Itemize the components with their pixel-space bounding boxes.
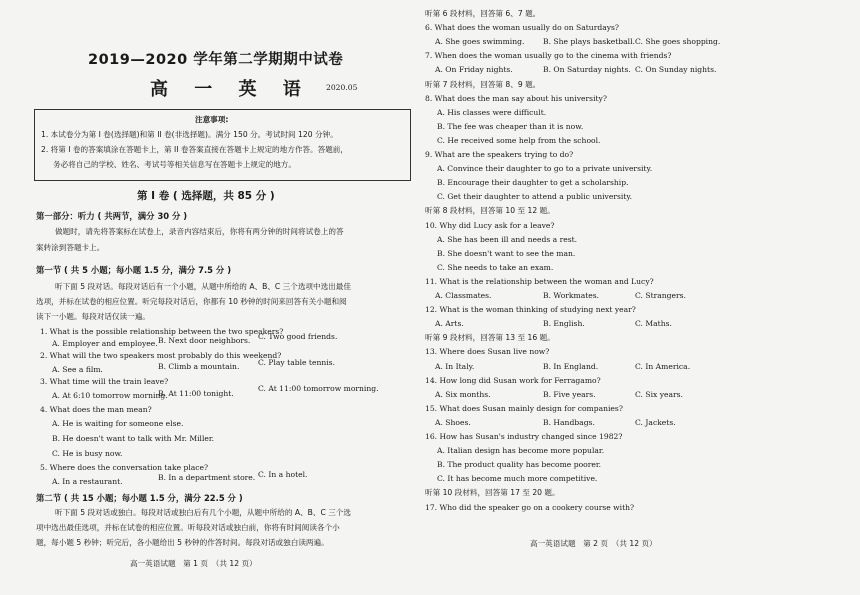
question-5: 5. Where does the conversation take place?	[40, 463, 209, 472]
option-b: B. English.	[543, 319, 585, 329]
option: A. She has been ill and needs a rest.	[437, 234, 578, 244]
q5-option-c: C. In a hotel.	[258, 470, 308, 479]
section1-heading: 第一部分：听力 ( 共两节，满分 30 分 )	[36, 211, 188, 221]
exam-title: 2019—2020 学年第二学期期中试卷	[88, 52, 344, 68]
q1-option-b: B. Next door neighbors.	[158, 336, 251, 345]
option: B. Encourage their daughter to get a scholarship.	[437, 178, 629, 188]
question-3: 3. What time will the train leave?	[40, 377, 169, 386]
sub1-line-1: 听下面 5 段对话。每段对话后有一个小题，从题中所给的 A、B、C 三个选项中选出最佳	[55, 282, 351, 291]
option-c: C. Strangers.	[635, 291, 686, 300]
notice-box	[34, 109, 411, 181]
option: A. Italian design has become more popular.	[437, 446, 605, 456]
option-c: C. She goes shopping.	[635, 37, 721, 47]
q3-option-b: B. At 11:00 tonight.	[158, 389, 234, 398]
q2-option-c: C. Play table tennis.	[258, 358, 335, 367]
question: 14. How long did Susan work for Ferragamo?	[425, 375, 601, 385]
sub2-heading: 第二节 ( 共 15 小题；每小题 1.5 分，满分 22.5 分 )	[36, 493, 243, 503]
option-c: C. On Sunday nights.	[635, 65, 717, 75]
notice-heading: 注意事项:	[195, 115, 229, 124]
question-2: 2. What will the two speakers most probably do this weekend?	[40, 351, 282, 360]
page-footer-2: 高一英语试题 第 2 页 （共 12 页）	[530, 539, 657, 548]
option: A. Convince their daughter to go to a private university.	[437, 164, 653, 174]
page-footer-1: 高一英语试题 第 1 页 （共 12 页）	[130, 559, 257, 568]
part1-heading: 第 I 卷 ( 选择题，共 85 分 )	[137, 190, 275, 202]
notice-line-2: 2. 将第 I 卷的答案填涂在答题卡上，第 II 卷答案直接在答题卡上规定的地方作答。答题前，	[41, 145, 348, 154]
question: 12. What is the woman thinking of studying next year?	[425, 305, 636, 315]
material-heading: 听第 6 段材料，回答第 6、7 题。	[425, 9, 541, 18]
option: C. She needs to take an exam.	[437, 262, 554, 272]
q5-option-a: A. In a restaurant.	[52, 477, 123, 486]
question-4: 4. What does the man mean?	[40, 405, 152, 414]
question: 6. What does the woman usually do on Saturdays?	[425, 23, 619, 33]
material-heading: 听第 9 段材料，回答第 13 至 16 题。	[425, 333, 555, 343]
option-a: A. In Italy.	[435, 361, 475, 371]
option-a: A. Classmates.	[435, 291, 492, 300]
question: 9. What are the speakers trying to do?	[425, 150, 574, 159]
option-a: A. Arts.	[435, 319, 464, 329]
option: B. The product quality has become poorer.	[437, 460, 602, 470]
option: B. The fee was cheaper than it is now.	[437, 121, 584, 131]
sub1-line-2: 选项，并标在试卷的相应位置。听完每段对话后，你都有 10 秒钟的时间来回答有关小题和阅	[36, 297, 347, 306]
option: C. Get their daughter to attend a public university.	[437, 192, 633, 202]
question: 7. When does the woman usually go to the cinema with friends?	[425, 51, 672, 61]
question: 11. What is the relationship between the woman and Lucy?	[425, 276, 654, 286]
right-page	[425, 0, 860, 595]
option-c: C. Six years.	[635, 389, 683, 399]
left-page	[0, 0, 425, 595]
q5-option-b: B. In a department store.	[158, 473, 256, 482]
option-c: C. Maths.	[635, 319, 672, 329]
option-b: B. Five years.	[543, 389, 596, 399]
q1-option-c: C. Two good friends.	[258, 332, 338, 341]
sub2-line-3: 题，每小题 5 秒钟；听完后，各小题给出 5 秒钟的作答时间。每段对话或独白读两遍。	[36, 538, 329, 547]
sub1-heading: 第一节 ( 共 5 小题；每小题 1.5 分，满分 7.5 分 )	[36, 265, 232, 275]
question-1: 1. What is the possible relationship between the two speakers?	[40, 327, 284, 336]
q3-option-a: A. At 6:10 tomorrow morning.	[52, 391, 168, 400]
q4-option-b: B. He doesn't want to talk with Mr. Miller.	[52, 434, 215, 443]
option-b: B. In England.	[543, 361, 599, 371]
sub2-line-1: 听下面 5 段对话或独白。每段对话或独白后有几个小题，从题中所给的 A、B、C 三个选	[55, 508, 351, 517]
material-heading: 听第 10 段材料，回答第 17 至 20 题。	[425, 488, 560, 498]
option: A. His classes were difficult.	[437, 107, 547, 117]
subject-title: 高 一 英 语	[150, 79, 311, 100]
q4-option-a: A. He is waiting for someone else.	[52, 419, 184, 428]
q1-option-a: A. Employer and employee.	[52, 339, 158, 348]
notice-line-1: 1. 本试卷分为第 I 卷(选择题)和第 II 卷(非选择题)。满分 150 分。考试时间 120 分钟。	[41, 130, 338, 139]
q3-option-c: C. At 11:00 tomorrow morning.	[258, 384, 379, 393]
question: 15. What does Susan mainly design for companies?	[425, 403, 623, 413]
notice-line-3: 务必将自己的学校、姓名、考试号等相关信息写在答题卡上规定的地方。	[53, 160, 296, 169]
option-c: C. In America.	[635, 361, 691, 371]
material-heading: 听第 7 段材料，回答第 8、9 题。	[425, 79, 541, 89]
question: 16. How has Susan's industry changed since 1982?	[425, 432, 623, 441]
option-a: A. Six months.	[435, 389, 491, 399]
sub1-line-3: 读下一小题。每段对话仅读一遍。	[36, 312, 150, 321]
option: B. She doesn't want to see the man.	[437, 248, 576, 258]
intro-line-2: 案转涂到答题卡上。	[36, 243, 105, 252]
exam-date: 2020.05	[326, 83, 358, 92]
option-a: A. She goes swimming.	[435, 37, 525, 47]
question: 8. What does the man say about his university?	[425, 93, 607, 103]
option-b: B. She plays basketball.	[543, 37, 635, 47]
option-a: A. On Friday nights.	[435, 65, 513, 75]
option-a: A. Shoes.	[435, 417, 471, 427]
option-b: B. Workmates.	[543, 291, 600, 300]
sub2-line-2: 项中选出最佳选项，并标在试卷的相应位置。听每段对话或独白前，你将有时间阅读各个小	[36, 523, 340, 532]
option-c: C. Jackets.	[635, 417, 676, 427]
q4-option-c: C. He is busy now.	[52, 449, 123, 458]
option: C. It has become much more competitive.	[437, 474, 598, 484]
material-heading: 听第 8 段材料，回答第 10 至 12 题。	[425, 206, 555, 216]
question: 13. Where does Susan live now?	[425, 347, 550, 357]
option-b: B. On Saturday nights.	[543, 65, 631, 75]
q2-option-b: B. Climb a mountain.	[158, 362, 240, 371]
question: 10. Why did Lucy ask for a leave?	[425, 220, 555, 230]
question: 17. Who did the speaker go on a cookery course with?	[425, 502, 635, 512]
option-b: B. Handbags.	[543, 417, 595, 427]
q2-option-a: A. See a film.	[52, 365, 103, 374]
option: C. He received some help from the school.	[437, 135, 601, 145]
intro-line-1: 做题时，请先将答案标在试卷上，录音内容结束后，你将有两分钟的时间将试卷上的答	[55, 227, 344, 236]
